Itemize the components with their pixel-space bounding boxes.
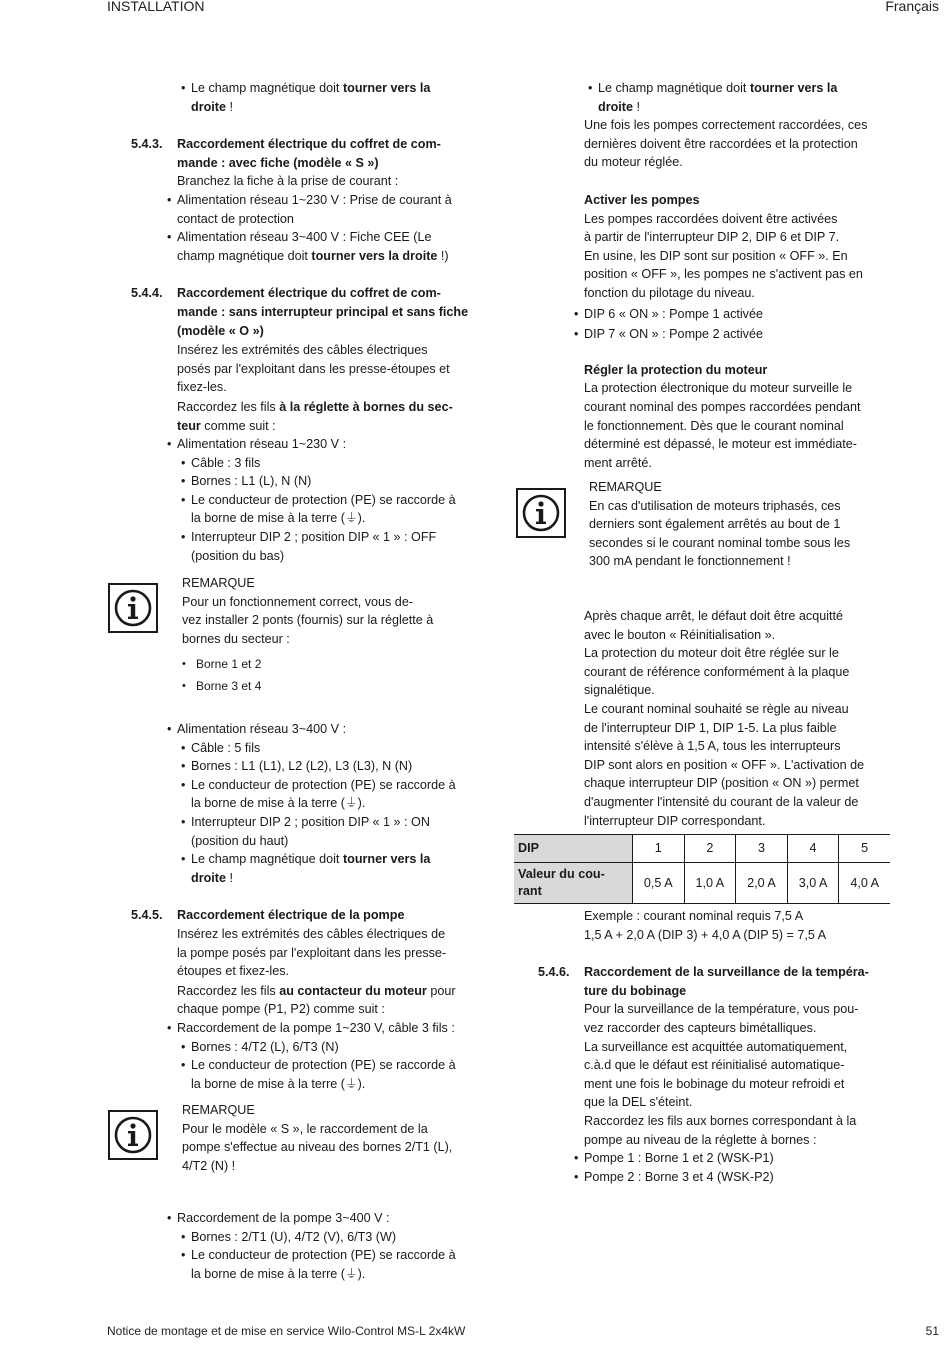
paragraph: Insérez les extrémités des câbles électriques <box>177 343 428 358</box>
table-header-cell: Valeur du cou- rant <box>514 863 632 904</box>
note-remarque-1: REMARQUE Pour un fonctionnement correct, vous de- vez installer 2 ponts (fournis) sur la réglette à bornes du secteur : • Borne 1 et 2 • Borne 3 et 4 <box>182 574 502 696</box>
list-item: • Le conducteur de protection (PE) se raccorde à <box>191 776 507 795</box>
table-cell: 2,0 A <box>736 863 788 904</box>
list-item: • Câble : 5 fils <box>191 739 507 758</box>
right-column: • Le champ magnétique doit tourner vers la droite ! Une fois les pompes correctement raccordées, ces dernières doivent être raccordées et la protection du moteur réglée. Activer les pompes Les pompes raccordées doivent être activées à partir de l'interrupteur DIP 2, DIP 6 et DIP 7. En usine, les DIP sont sur position « OFF ». En position « OFF », les pompes ne s'activent pas en fonction du pilotage du niveau. • DIP 6 « ON » : Pompe 1 activée • DIP 7 « ON » : Pompe 2 activée Régler la protection du moteur La protection électronique du moteur surveille le courant nominal des pompes raccordées pendant le fonctionnement. Dès que le courant nominal déterminé est dépassé, le moteur est immédiate- ment arrêté. <box>584 79 914 472</box>
section-heading-5-4-5: 5.4.5. Raccordement électrique de la pompe <box>177 906 507 925</box>
list-item: • Bornes : L1 (L), N (N) <box>191 472 507 491</box>
note-remarque-2: REMARQUE Pour le modèle « S », le raccordement de la pompe s'effectue au niveau des bornes 2/T1 (L), 4/T2 (N) ! <box>182 1101 502 1175</box>
list-item: • Le conducteur de protection (PE) se raccorde à <box>191 1246 507 1265</box>
list-item: • Alimentation réseau 1~230 V : Prise de courant à <box>177 191 507 210</box>
section-heading-5-4-3: 5.4.3. Raccordement électrique du coffret de com- <box>177 135 507 154</box>
note-remarque-3: REMARQUE En cas d'utilisation de moteurs triphasés, ces derniers sont également arrêtés au bout de 1 secondes si le courant nominal tombe sous les 300 mA pendant le fonctionnement ! <box>589 478 909 571</box>
info-icon <box>516 488 566 538</box>
example-line: Exemple : courant nominal requis 7,5 A <box>584 909 804 923</box>
paragraph: Branchez la fiche à la prise de courant : <box>177 174 399 189</box>
left-column: • Le champ magnétique doit tourner vers la droite ! 5.4.3. Raccordement électrique du coffret de com- mande : avec fiche (modèle « S ») Branchez la fiche à la prise de courant : • Alimentation réseau 1~230 V : Prise de courant à contact de protection • Alimentation réseau 3~400 V : Fiche CEE (Le champ magnétique doit tourner vers la droite !) 5.4.4. Raccordement électrique du coffret de com- mande : sans interrupteur principal et sans fiche (modèle « O ») Insérez les extrémités des câbles électriques posés par l'exploitant dans les presse-étoupes et fixez-les. Raccordez les fils à la réglette à bornes du sec- teur comme suit : • Alimentation réseau 1~230 V : • Câble : 3 fils • Bornes : L1 (L), N (N) • Le conducteur de protection (PE) se raccorde à la borne de mise à la terre (⏚). • Interrupteur DIP 2 ; position DIP « 1 » : OFF (position du bas) <box>177 79 507 565</box>
list-item: • Le conducteur de protection (PE) se raccorde à <box>191 1056 507 1075</box>
left-column-continued: • Alimentation réseau 3~400 V : • Câble : 5 fils • Bornes : L1 (L1), L2 (L2), L3 (L3), N (N) • Le conducteur de protection (PE) se raccorde à la borne de mise à la terre (⏚). • Interrupteur DIP 2 ; position DIP « 1 » : ON (position du haut) • Le champ magnétique doit tourner vers la droite ! 5.4.5. Raccordement électrique de la pompe Insérez les extrémités des câbles électriques de la pompe posés par l'exploitant dans les presse- étoupes et fixez-les. Raccordez les fils au contacteur du moteur pour chaque pompe (P1, P2) comme suit : • Raccordement de la pompe 1~230 V, câble 3 fils : • Bornes : 4/T2 (L), 6/T3 (N) • Le conducteur de protection (PE) se raccorde à la borne de mise à la terre (⏚). <box>177 720 507 1093</box>
note-title: REMARQUE <box>589 480 662 494</box>
table-row <box>514 835 890 863</box>
list-item: • Interrupteur DIP 2 ; position DIP « 1 » : ON <box>191 813 507 832</box>
list-item: • Le champ magnétique doit tourner vers la <box>598 79 914 98</box>
list-item: • Pompe 1 : Borne 1 et 2 (WSK-P1) <box>584 1149 914 1168</box>
subheading-activer: Activer les pompes <box>584 192 700 207</box>
table-cell: 5 <box>839 835 890 863</box>
info-icon <box>108 1110 158 1160</box>
list-item: • Bornes : 2/T1 (U), 4/T2 (V), 6/T3 (W) <box>191 1228 507 1247</box>
section-heading-5-4-4: 5.4.4. Raccordement électrique du coffret de com- <box>177 284 507 303</box>
list-item: • Pompe 2 : Borne 3 et 4 (WSK-P2) <box>584 1168 914 1187</box>
section-number: 5.4.6. <box>538 965 570 980</box>
section-number: 5.4.4. <box>131 286 163 301</box>
list-item: • Borne 1 et 2 <box>196 655 502 674</box>
paragraph: Pour la surveillance de la température, vous pou- <box>584 1002 859 1017</box>
list-item: • DIP 6 « ON » : Pompe 1 activée <box>584 305 914 324</box>
info-icon <box>108 583 158 633</box>
table-cell: 1,0 A <box>684 863 736 904</box>
list-item: • Bornes : L1 (L1), L2 (L2), L3 (L3), N (N) <box>191 757 507 776</box>
list-item: • Le champ magnétique doit tourner vers la <box>191 850 507 869</box>
paragraph: Une fois les pompes correctement raccordées, ces <box>584 118 868 133</box>
section-number: 5.4.3. <box>131 137 163 152</box>
dip-current-table <box>514 834 890 904</box>
paragraph: Raccordez les fils à la réglette à bornes du sec- <box>177 399 453 414</box>
header-section-title: INSTALLATION <box>107 0 205 14</box>
paragraph: Après chaque arrêt, le défaut doit être acquitté <box>584 609 844 623</box>
paragraph: La protection électronique du moteur surveille le <box>584 381 853 396</box>
list-item: • Le conducteur de protection (PE) se raccorde à <box>191 491 507 510</box>
list-item: • Alimentation réseau 3~400 V : <box>177 720 507 739</box>
note-title: REMARQUE <box>182 1103 255 1117</box>
header-language: Français <box>885 0 939 14</box>
list-item: • Bornes : 4/T2 (L), 6/T3 (N) <box>191 1038 507 1057</box>
list-item: • Interrupteur DIP 2 ; position DIP « 1 » : OFF <box>191 528 507 547</box>
table-cell: 4,0 A <box>839 863 890 904</box>
list-item: • Raccordement de la pompe 3~400 V : <box>177 1209 507 1228</box>
left-column-end: • Raccordement de la pompe 3~400 V : • Bornes : 2/T1 (U), 4/T2 (V), 6/T3 (W) • Le conducteur de protection (PE) se raccorde à la borne de mise à la terre (⏚). <box>177 1209 507 1283</box>
list-item: • DIP 7 « ON » : Pompe 2 activée <box>584 325 914 344</box>
right-column-continued: Après chaque arrêt, le défaut doit être acquitté avec le bouton « Réinitialisation ». La protection du moteur doit être réglée sur le courant de référence conformément à la plaque signalétique. Le courant nominal souhaité se règle au niveau de l'interrupteur DIP 1, DIP 1-5. La plus faible intensité s'élève à 1,5 A, tous les interrupteurs DIP sont alors en position « OFF ». L'activation de chaque interrupteur DIP (position « ON ») permet d'augmenter l'intensité du courant de la valeur de l'interrupteur DIP correspondant. <box>584 607 914 830</box>
right-column-end: Exemple : courant nominal requis 7,5 A 1,5 A + 2,0 A (DIP 3) + 4,0 A (DIP 5) = 7,5 A 5.4.6. Raccordement de la surveillance de la tempéra- ture du bobinage Pour la surveillance de la température, vous pou- vez raccorder des capteurs bimétalliques. La surveillance est acquittée automatiquement, c.à.d que le défaut est réinitialisé automatique- ment une fois le bobinage du moteur refroidi et que la DEL s'éteint. Raccordez les fils aux bornes correspondant à la pompe au niveau de la réglette à bornes : • Pompe 1 : Borne 1 et 2 (WSK-P1) • Pompe 2 : Borne 3 et 4 (WSK-P2) <box>584 907 914 1186</box>
paragraph: Raccordez les fils au contacteur du moteur pour <box>177 983 456 998</box>
table-cell: 3,0 A <box>787 863 839 904</box>
table-row <box>514 863 890 904</box>
list-item: • Alimentation réseau 3~400 V : Fiche CEE (Le <box>177 228 507 247</box>
table-cell: 4 <box>787 835 839 863</box>
list-item: • Raccordement de la pompe 1~230 V, câble 3 fils : <box>177 1019 507 1038</box>
list-item: • Alimentation réseau 1~230 V : <box>177 435 507 454</box>
list-item: • Câble : 3 fils <box>191 454 507 473</box>
table-cell: 0,5 A <box>632 863 684 904</box>
table-cell: 1 <box>632 835 684 863</box>
table-cell: 3 <box>736 835 788 863</box>
paragraph: Les pompes raccordées doivent être activées <box>584 211 838 226</box>
paragraph: Insérez les extrémités des câbles électriques de <box>177 926 446 941</box>
table-cell: 2 <box>684 835 736 863</box>
subheading-regler: Régler la protection du moteur <box>584 362 768 377</box>
table-header-cell: DIP <box>514 835 632 863</box>
footer-document-title: Notice de montage et de mise en service Wilo-Control MS-L 2x4kW <box>107 1324 466 1338</box>
list-item: • Le champ magnétique doit tourner vers la <box>191 79 507 98</box>
list-item: • Borne 3 et 4 <box>196 677 502 696</box>
section-number: 5.4.5. <box>131 908 163 923</box>
page-number: 51 <box>925 1324 939 1338</box>
section-heading-5-4-6: 5.4.6. Raccordement de la surveillance de la tempéra- <box>584 963 914 982</box>
note-title: REMARQUE <box>182 576 255 590</box>
